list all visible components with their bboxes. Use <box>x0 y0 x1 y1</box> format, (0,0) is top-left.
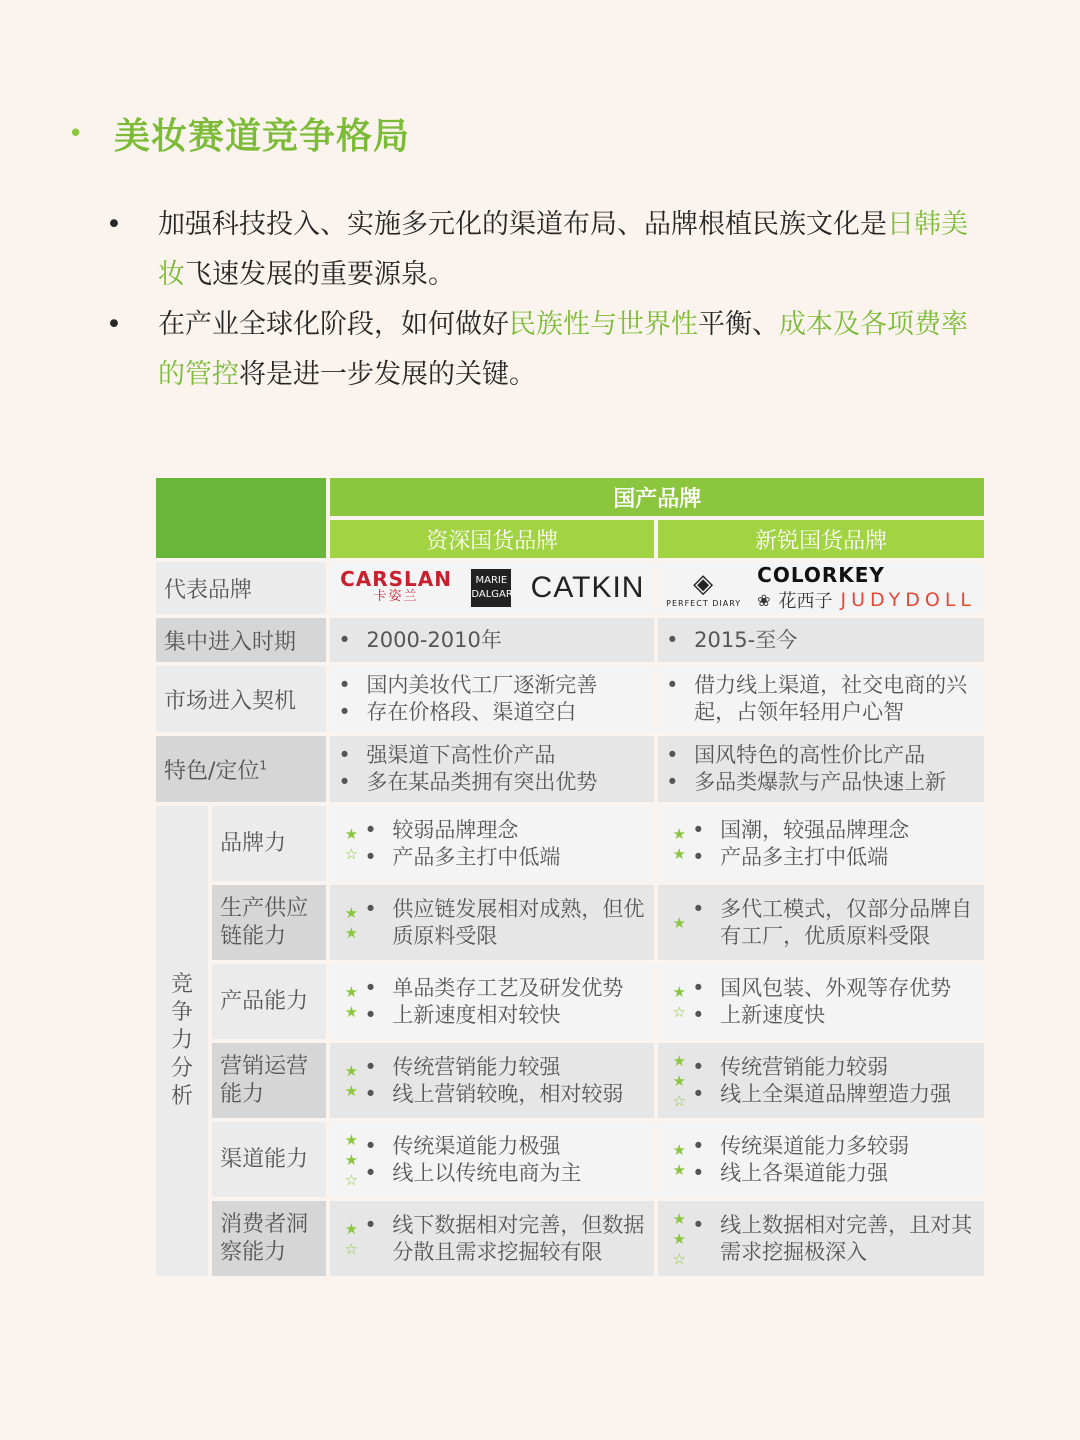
row-label-timing: 市场进入契机 <box>156 666 326 732</box>
cell-competency-veteran <box>330 964 654 1039</box>
rated-cell <box>666 817 978 871</box>
intro-list <box>100 200 990 400</box>
star-icon: ★ <box>672 982 686 1001</box>
cell-competency-emerging <box>658 885 984 960</box>
star-icon: ★ <box>344 923 359 942</box>
rated-cell <box>338 1212 648 1266</box>
brand-logo-group <box>757 563 976 613</box>
rating-stars <box>666 913 692 933</box>
rated-cell <box>338 896 648 950</box>
cell-feature-veteran <box>330 736 654 802</box>
bullet-line <box>364 1212 648 1266</box>
bullet-line <box>364 1002 648 1029</box>
cell-competency-emerging <box>658 1043 984 1118</box>
star-icon: ★ <box>672 1160 686 1179</box>
cell-text: 存在价格段、渠道空白 <box>366 700 577 724</box>
bullet: • <box>364 1160 377 1185</box>
cell-competency-veteran <box>330 806 654 881</box>
rating-stars <box>338 903 364 943</box>
bullet: • <box>364 1081 377 1106</box>
cell-text: 借力线上渠道，社交电商的兴起，占领年轻用户心智 <box>694 673 968 724</box>
cell-competency-veteran <box>330 1043 654 1118</box>
bullet: • <box>666 673 679 697</box>
star-icon: ★ <box>672 1229 686 1248</box>
row-label-period: 集中进入时期 <box>156 618 326 662</box>
intro-text-2 <box>158 300 990 400</box>
cell-lines <box>692 1212 978 1266</box>
cell-competency-emerging <box>658 1201 984 1276</box>
star-icon: ★ <box>672 844 686 863</box>
table-header: 国产品牌 <box>330 478 984 516</box>
rating-stars <box>338 1061 364 1101</box>
star-icon: ★ <box>344 903 359 922</box>
group-label-char: 竞 <box>171 972 194 997</box>
cell-text: 较弱品牌理念 <box>392 817 519 842</box>
bullet: • <box>338 700 351 724</box>
column-header-veteran: 资深国货品牌 <box>330 520 654 558</box>
cell-text: 上新速度相对较快 <box>392 1002 561 1027</box>
footnote-mark: 1 <box>259 758 268 773</box>
highlight-text: 民族性与世界性 <box>509 309 698 340</box>
cell-competency-veteran <box>330 885 654 960</box>
intro-text-1 <box>158 200 990 300</box>
rating-stars <box>338 982 364 1022</box>
cell-text: 线上数据相对完善，且对其需求挖掘极深入 <box>720 1212 973 1264</box>
bullet-line <box>692 1212 978 1266</box>
cell-lines <box>364 817 648 871</box>
cell-text: 线上各渠道能力强 <box>720 1160 889 1185</box>
rating-stars <box>666 1140 692 1180</box>
rating-stars <box>338 824 364 864</box>
cell-text: 线下数据相对完善，但数据分散且需求挖掘较有限 <box>392 1212 645 1264</box>
star-icon: ★ <box>344 1081 359 1100</box>
bullet-line <box>692 1133 978 1160</box>
cell-lines <box>692 896 978 950</box>
logo-text: CARSLAN <box>340 567 452 591</box>
bullet: • <box>338 743 351 767</box>
bullet-line <box>364 1054 648 1081</box>
cell-lines <box>364 975 648 1029</box>
row-label-competency: 品牌力 <box>212 806 326 881</box>
star-icon: ★ <box>344 1002 359 1021</box>
bullet: • <box>692 1002 705 1027</box>
bullet: • <box>666 743 679 767</box>
column-header-emerging: 新锐国货品牌 <box>658 520 984 558</box>
bullet-line <box>692 1081 978 1108</box>
row-label-competency: 营销运营能力 <box>212 1043 326 1118</box>
highlight-text: 日韩美妆 <box>158 209 968 290</box>
colorkey-logo: COLORKEY <box>757 563 885 587</box>
rated-cell <box>666 975 978 1029</box>
bullet: • <box>364 975 377 1000</box>
cell-text: 强渠道下高性价产品 <box>366 743 556 767</box>
star-icon: ★ <box>344 982 359 1001</box>
bullet: • <box>364 844 377 869</box>
logo-text: PERFECT DIARY <box>666 598 742 608</box>
bullet: • <box>692 975 705 1000</box>
cell-text: 2000-2010年 <box>366 627 502 652</box>
section-heading <box>68 108 410 159</box>
bullet-line <box>692 844 978 871</box>
bullet-line <box>364 844 648 871</box>
cell-text: 线上以传统电商为主 <box>392 1160 582 1185</box>
cell-text: 线上全渠道品牌塑造力强 <box>720 1081 952 1106</box>
star-icon: ★ <box>672 1051 686 1070</box>
bullet: • <box>338 673 351 697</box>
rated-cell <box>666 1133 978 1187</box>
cell-timing-emerging <box>658 666 984 732</box>
bullet: • <box>692 1133 705 1158</box>
cell-competency-emerging <box>658 1122 984 1197</box>
cell-competency-emerging <box>658 806 984 881</box>
cell-text: 多品类爆款与产品快速上新 <box>694 770 947 794</box>
bullet: • <box>338 627 351 652</box>
carslan-logo <box>340 567 452 605</box>
rated-cell <box>338 1130 648 1190</box>
highlight-text: 成本及各项费率的管控 <box>158 309 968 390</box>
bullet: • <box>692 844 705 869</box>
cell-period-veteran <box>330 618 654 662</box>
text-run: 平衡、 <box>698 309 779 340</box>
star-icon: ★ <box>344 824 359 843</box>
cell-text: 国潮，较强品牌理念 <box>720 817 910 842</box>
cell-text: 国内美妆代工厂逐渐完善 <box>366 673 598 697</box>
rated-cell <box>666 1051 978 1111</box>
bullet-line <box>364 975 648 1002</box>
row-label-competency: 渠道能力 <box>212 1122 326 1197</box>
bullet-line <box>364 896 648 950</box>
veteran-brand-logos <box>330 562 654 614</box>
page-title: 美妆赛道竞争格局 <box>114 116 411 157</box>
cell-lines <box>692 1054 978 1108</box>
bullet: • <box>692 1160 705 1185</box>
cell-text: 2015-至今 <box>694 627 798 652</box>
diamond-icon: ◈ <box>693 568 715 599</box>
bullet-line <box>692 1054 978 1081</box>
cell-competency-veteran <box>330 1122 654 1197</box>
star-icon: ★ <box>344 1130 359 1149</box>
cell-text: 传统营销能力较弱 <box>720 1054 889 1079</box>
star-icon: ☆ <box>344 844 359 863</box>
intro-item-2 <box>100 300 990 400</box>
comparison-table <box>156 478 988 1280</box>
bullet: • <box>106 209 122 240</box>
rating-stars <box>666 1051 692 1111</box>
cell-period-emerging <box>658 618 984 662</box>
group-label-char: 力 <box>171 1028 194 1053</box>
bullet: • <box>364 896 377 921</box>
star-icon: ★ <box>672 1071 686 1090</box>
rated-cell <box>666 896 978 950</box>
cell-text: 多在某品类拥有突出优势 <box>366 770 598 794</box>
rating-stars <box>666 982 692 1022</box>
star-icon: ☆ <box>344 1170 359 1189</box>
cell-text: 传统渠道能力极强 <box>392 1133 561 1158</box>
huaxizi-logo: 花西子 <box>778 591 833 612</box>
rated-cell <box>338 817 648 871</box>
flower-icon: ❀ <box>757 590 771 610</box>
bullet-line <box>692 817 978 844</box>
row-label-feature <box>156 736 326 802</box>
cell-lines <box>692 975 978 1029</box>
star-icon: ★ <box>344 1061 359 1080</box>
bullet: • <box>692 1212 705 1237</box>
judydoll-logo: JUDYDOLL <box>840 589 977 611</box>
bullet: • <box>106 309 122 340</box>
bullet-line <box>364 817 648 844</box>
cell-lines <box>364 1212 648 1266</box>
rating-stars <box>338 1130 364 1190</box>
cell-lines <box>364 896 648 950</box>
bullet: • <box>338 770 351 794</box>
bullet: • <box>666 770 679 794</box>
cell-competency-veteran <box>330 1201 654 1276</box>
cell-lines <box>692 817 978 871</box>
cell-text: 产品多主打中低端 <box>720 844 889 869</box>
bullet: • <box>692 896 705 921</box>
text-run: 将是进一步发展的关键。 <box>239 359 536 390</box>
text-run: 加强科技投入、实施多元化的渠道布局、品牌根植民族文化是 <box>158 209 887 240</box>
group-label-char: 析 <box>171 1084 194 1109</box>
cell-lines <box>692 1133 978 1187</box>
bullet: • <box>364 1212 377 1237</box>
bullet-line <box>364 1133 648 1160</box>
cell-text: 国风特色的高性价比产品 <box>694 743 926 767</box>
group-label-char: 分 <box>171 1056 194 1081</box>
bullet: • <box>692 1081 705 1106</box>
star-icon: ★ <box>672 1209 686 1228</box>
bullet-line <box>364 1081 648 1108</box>
bullet: • <box>364 1002 377 1027</box>
star-icon: ★ <box>344 1219 359 1238</box>
marie-dalgar-logo <box>471 569 511 607</box>
row-label-brands: 代表品牌 <box>156 562 326 614</box>
rating-stars <box>338 1219 364 1259</box>
rated-cell <box>338 1054 648 1108</box>
logo-text: DALGAR <box>471 589 513 600</box>
emerging-brand-logos <box>658 562 984 614</box>
logo-text: MARIE <box>475 575 508 586</box>
bullet-line <box>692 896 978 950</box>
star-icon: ☆ <box>672 1249 686 1268</box>
star-icon: ☆ <box>672 1002 686 1021</box>
row-label-competency: 产品能力 <box>212 964 326 1039</box>
rated-cell <box>338 975 648 1029</box>
group-label-char: 争 <box>171 1000 194 1025</box>
cell-lines <box>364 1133 648 1187</box>
label-text: 特色/定位 <box>164 758 260 784</box>
perfect-diary-logo <box>666 569 741 608</box>
bullet: • <box>364 817 377 842</box>
row-label-competency: 生产供应链能力 <box>212 885 326 960</box>
cell-text: 传统营销能力较强 <box>392 1054 561 1079</box>
intro-item-1 <box>100 200 990 300</box>
bullet: • <box>692 1054 705 1079</box>
bullet: • <box>364 1054 377 1079</box>
rating-stars <box>666 1209 692 1269</box>
star-icon: ★ <box>672 824 686 843</box>
row-label-competency: 消费者洞察能力 <box>212 1201 326 1276</box>
cell-text: 传统渠道能力多较弱 <box>720 1133 910 1158</box>
text-run: 飞速发展的重要源泉。 <box>185 259 455 290</box>
bullet: • <box>666 627 679 652</box>
bullet-line <box>692 1002 978 1029</box>
bullet: • <box>364 1133 377 1158</box>
heading-bullet: • <box>68 118 84 149</box>
star-icon: ☆ <box>672 1091 686 1110</box>
bullet-line <box>692 975 978 1002</box>
cell-text: 上新速度快 <box>720 1002 826 1027</box>
star-icon: ☆ <box>344 1239 359 1258</box>
cell-timing-veteran <box>330 666 654 732</box>
cell-competency-emerging <box>658 964 984 1039</box>
cell-feature-emerging <box>658 736 984 802</box>
table-corner <box>156 478 326 558</box>
logo-text: 卡姿兰 <box>373 589 419 604</box>
cell-lines <box>364 1054 648 1108</box>
cell-text: 线上营销较晚，相对较弱 <box>392 1081 624 1106</box>
bullet: • <box>692 817 705 842</box>
cell-text: 国风包装、外观等存优势 <box>720 975 952 1000</box>
cell-text: 供应链发展相对成熟，但优质原料受限 <box>392 896 645 948</box>
cell-text: 单品类存工艺及研发优势 <box>392 975 624 1000</box>
text-run: 在产业全球化阶段，如何做好 <box>158 309 509 340</box>
star-icon: ★ <box>672 913 686 932</box>
catkin-logo: CATKIN <box>530 571 645 604</box>
star-icon: ★ <box>672 1140 686 1159</box>
cell-text: 产品多主打中低端 <box>392 844 561 869</box>
bullet-line <box>692 1160 978 1187</box>
competency-group-label <box>156 806 208 1276</box>
star-icon: ★ <box>344 1150 359 1169</box>
rated-cell <box>666 1209 978 1269</box>
cell-text: 多代工模式，仅部分品牌自有工厂，优质原料受限 <box>720 896 973 948</box>
rating-stars <box>666 824 692 864</box>
bullet-line <box>364 1160 648 1187</box>
